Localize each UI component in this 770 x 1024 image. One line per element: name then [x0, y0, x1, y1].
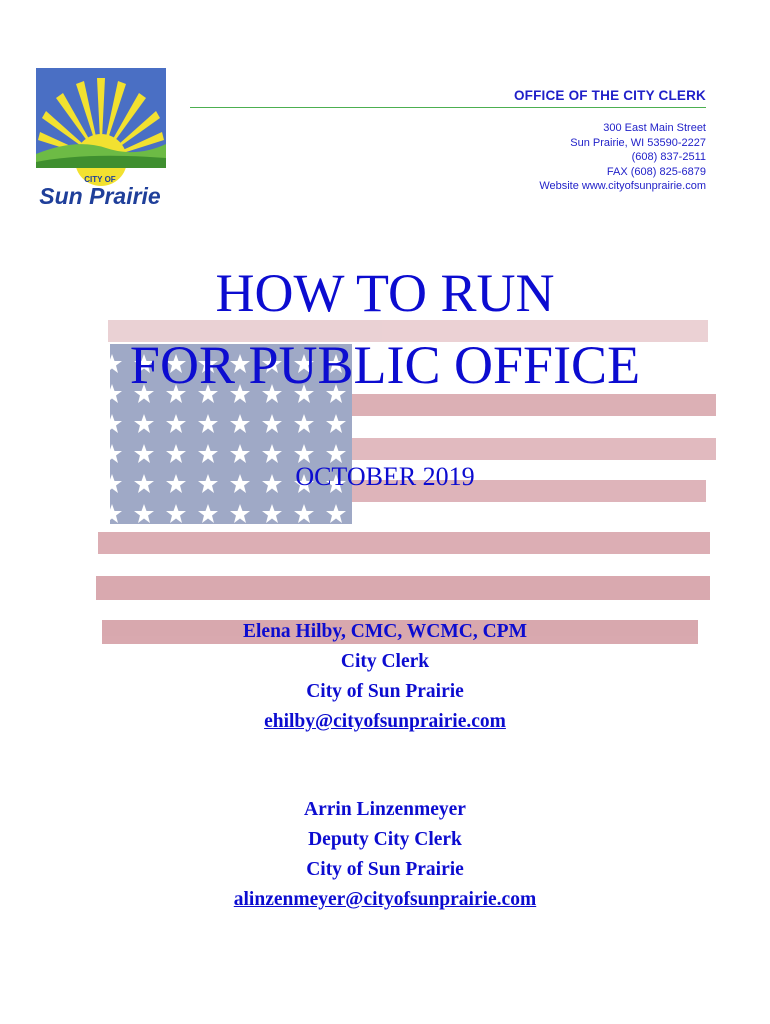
office-title: OFFICE OF THE CITY CLERK — [513, 88, 706, 103]
contact-clerk — [0, 617, 770, 737]
contact-org: City of Sun Prairie — [306, 681, 464, 702]
contact-role: Deputy City Clerk — [308, 829, 462, 850]
contact-name: Elena Hilby, CMC, WCMC, CPM — [242, 621, 527, 642]
contact-org: City of Sun Prairie — [306, 859, 464, 880]
document-date: OCTOBER 2019 — [295, 462, 475, 491]
address-phone: (608) 837-2511 — [631, 151, 706, 163]
address-website: Website www.cityofsunprairie.com — [539, 180, 706, 192]
address-fax: FAX (608) 825-6879 — [606, 165, 706, 178]
address-street: 300 East Main Street — [603, 122, 706, 134]
document-title-line2: FOR PUBLIC OFFICE — [129, 335, 641, 395]
contact-role: City Clerk — [340, 651, 430, 672]
sun-prairie-logo — [36, 68, 174, 212]
logo-big-text: Sun Prairie — [39, 183, 161, 209]
contact-email-link[interactable]: ehilby@cityofsunprairie.com — [264, 711, 506, 732]
contact-deputy-clerk — [0, 795, 770, 915]
address-city: Sun Prairie, WI 53590-2227 — [570, 136, 706, 149]
logo-small-text: CITY OF — [84, 175, 116, 184]
header-divider — [190, 107, 706, 108]
contact-name: Arrin Linzenmeyer — [304, 799, 466, 820]
document-title-line1: HOW TO RUN — [215, 263, 555, 323]
contact-email-link[interactable]: alinzenmeyer@cityofsunprairie.com — [233, 889, 537, 910]
address-block — [190, 121, 706, 194]
letterhead — [190, 88, 706, 194]
